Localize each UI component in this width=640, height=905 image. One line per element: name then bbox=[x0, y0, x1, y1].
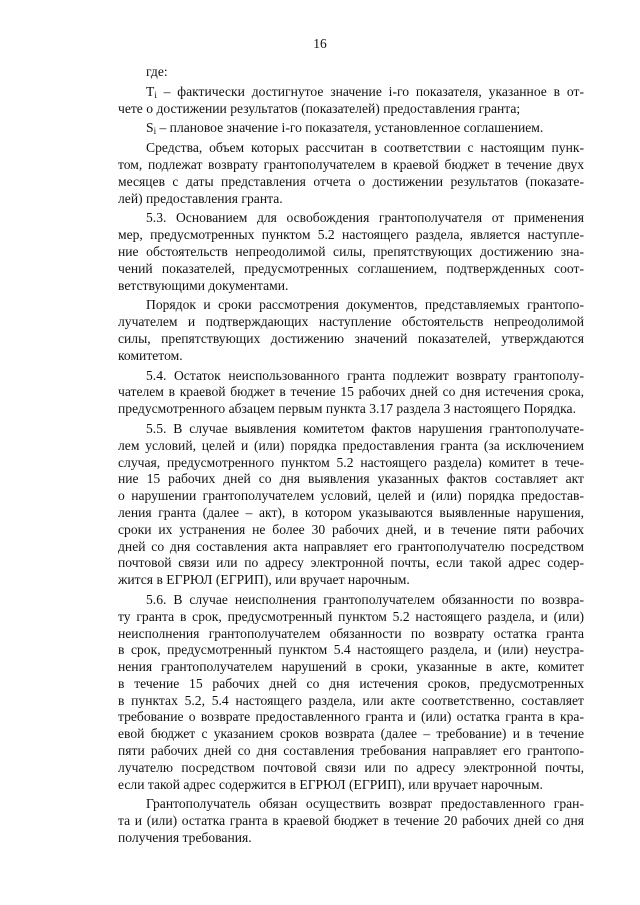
text-line: если такой адрес содержится в ЕГРЮЛ (ЕГРИП), или вручает нарочным. bbox=[118, 776, 543, 792]
text-line: о нарушении грантополучателем условий, целей и (или) порядка предостав- bbox=[118, 488, 584, 504]
text-line: 5.3. Основанием для освобождения грантополучателя от применения bbox=[146, 210, 584, 226]
document-body bbox=[118, 64, 584, 847]
text-line: мер, предусмотренных пунктом 5.2 настоящего раздела, является наступле- bbox=[118, 227, 584, 243]
text-line: та и (или) остатка гранта в краевой бюджет в течение 20 рабочих дней со дня bbox=[118, 813, 584, 829]
text-line: где: bbox=[146, 64, 168, 79]
paragraph-obyazan bbox=[118, 796, 584, 846]
paragraph-p5_6 bbox=[118, 592, 584, 794]
text-line: чателем в краевой бюджет в течение 15 рабочих дней со дня истечения срока, bbox=[118, 384, 584, 400]
text-line: лей) предоставления гранта. bbox=[118, 190, 283, 206]
paragraph-gde bbox=[118, 64, 584, 81]
text-line: ления гранта (далее – акт), в котором указываются выявленные нарушения, bbox=[118, 504, 584, 520]
text-line: 5.6. В случае неисполнения грантополучателем обязанности по возвра- bbox=[146, 591, 584, 607]
text-line: предусмотренного абзацем первым пункта 3.17 раздела 3 настоящего Порядка. bbox=[118, 401, 576, 417]
text-line: почтовой связи или по адресу электронной почты, если такой адрес содер- bbox=[118, 555, 584, 571]
text-line: требование о возврате предоставленного гранта и (или) остатка гранта в кра- bbox=[118, 709, 584, 725]
text-line: получения требования. bbox=[118, 830, 252, 846]
text-line: силы, препятствующих достижению значений показателей, утверждаются bbox=[118, 330, 584, 346]
paragraph-si bbox=[118, 120, 584, 137]
text-line: лучателю посредством почтовой связи или по адресу электронной почты, bbox=[118, 759, 584, 775]
text-line: $T_i$ – фактически достигнутое значение i-го показателя, указанное в от- bbox=[146, 83, 584, 100]
text-line: ветствующими документами. bbox=[118, 277, 289, 293]
text-line: ние 15 рабочих дней со дня выявления указанных фактов составляет акт bbox=[118, 471, 584, 487]
text-line: неисполнения грантополучателем обязанности по возврату остатка гранта bbox=[118, 625, 584, 641]
text-line: лем условий, целей и (или) порядка предоставления гранта (за исключением bbox=[118, 437, 584, 453]
text-line: 5.5. В случае выявления комитетом фактов нарушения грантополучате- bbox=[146, 420, 584, 436]
text-line: евой бюджет с указанием сроков возврата (далее – требование) и в течение bbox=[118, 726, 584, 742]
text-line: чете о достижении результатов (показателей) предоставления гранта; bbox=[118, 100, 521, 116]
page-number: 16 bbox=[313, 36, 327, 51]
text-line: пяти рабочих дней со дня составления требования направляет его грантопо- bbox=[118, 743, 584, 759]
text-line: Средства, объем которых рассчитан в соответствии с настоящим пунк- bbox=[146, 140, 584, 156]
paragraph-p5_5 bbox=[118, 421, 584, 589]
text-line: 5.4. Остаток неиспользованного гранта подлежит возврату грантополу- bbox=[146, 367, 584, 383]
text-line: ту гранта в срок, предусмотренный пунктом 5.2 настоящего раздела, и (или) bbox=[118, 608, 584, 624]
text-line: в течение 15 рабочих дней со дня истечения сроков, предусмотренных bbox=[118, 675, 584, 691]
paragraph-sredstva bbox=[118, 140, 584, 207]
text-line: сроки их устранения не более 30 рабочих дней, и в течение пяти рабочих bbox=[118, 521, 584, 537]
paragraph-poryadok bbox=[118, 297, 584, 364]
text-line: в пунктах 5.2, 5.4 настоящего раздела, или акте соответственно, составляет bbox=[118, 692, 584, 708]
text-line: случая, предусмотренного пунктом 5.2 настоящего раздела) комитет в тече- bbox=[118, 454, 584, 470]
text-line: месяцев с даты представления отчета о достижении результатов (показате- bbox=[118, 173, 584, 189]
text-line: дней со дня составления акта направляет его грантополучателю посредством bbox=[118, 538, 584, 554]
text-line: нения грантополучателем нарушений в сроки, указанные в акте, комитет bbox=[118, 659, 584, 675]
text-line: Порядок и сроки рассмотрения документов, представляемых грантопо- bbox=[146, 297, 584, 313]
text-line: Грантополучатель обязан осуществить возврат предоставленного гран- bbox=[146, 796, 584, 812]
text-line: том, подлежат возврату грантополучателем в краевой бюджет в течение двух bbox=[118, 156, 584, 172]
text-line: $S_i$ – плановое значение i-го показателя, установленное соглашением. bbox=[146, 120, 544, 137]
paragraph-ti bbox=[118, 84, 584, 118]
text-line: ние обстоятельств непреодолимой силы, препятствующих достижению зна- bbox=[118, 243, 584, 259]
paragraph-p5_3 bbox=[118, 210, 584, 294]
text-line: комитетом. bbox=[118, 347, 183, 363]
paragraph-p5_4 bbox=[118, 368, 584, 418]
text-line: в срок, предусмотренный пунктом 5.4 настоящего раздела, и (или) неустра- bbox=[118, 642, 584, 658]
text-line: жится в ЕГРЮЛ (ЕГРИП), или вручает нарочным. bbox=[118, 572, 410, 588]
text-line: чений показателей, предусмотренных соглашением, подтвержденных соот- bbox=[118, 260, 584, 276]
text-line: лучателем и подтверждающих наступление обстоятельств непреодолимой bbox=[118, 314, 584, 330]
